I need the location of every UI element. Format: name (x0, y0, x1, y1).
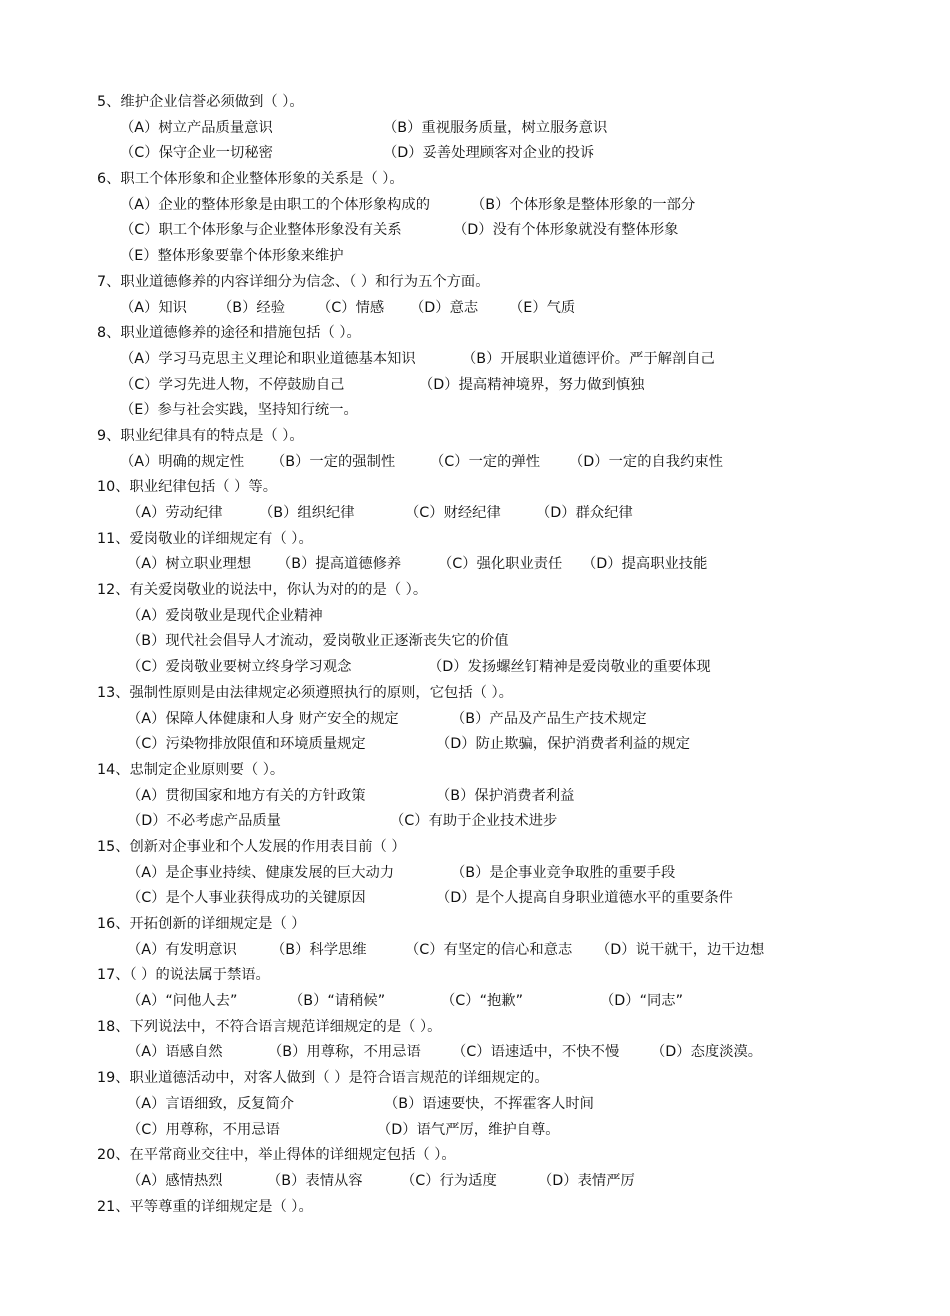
answer-option: （B）表情从容 (267, 1172, 363, 1189)
answer-option: （C）职工个体形象与企业整体形象没有关系 (120, 222, 402, 239)
option-row (0, 629, 950, 655)
answer-option: （D）发扬螺丝钉精神是爱岗敬业的重要体现 (428, 659, 711, 676)
question-stem-line (0, 1195, 950, 1221)
answer-option: （A）“问他人去” (127, 993, 238, 1010)
answer-option: （D）语气严厉，维护自尊。 (377, 1121, 560, 1138)
question-stem-line (0, 963, 950, 989)
answer-option: （A）言语细致，反复简介 (127, 1095, 295, 1112)
answer-option: （D）妥善处理顾客对企业的投诉 (383, 145, 595, 162)
question-stem: 17、（ ）的说法属于禁语。 (97, 967, 270, 984)
answer-option: （C）保守企业一切秘密 (120, 145, 273, 162)
option-row (0, 398, 950, 424)
answer-option: （B）保护消费者利益 (436, 787, 575, 804)
option-row (0, 116, 950, 142)
question-stem-line (0, 475, 950, 501)
question-stem-line (0, 167, 950, 193)
answer-option: （A）有发明意识 (127, 941, 237, 958)
option-row (0, 809, 950, 835)
option-row (0, 1040, 950, 1066)
answer-option: （B）开展职业道德评价。严于解剖自己 (462, 350, 715, 367)
answer-option: （A）树立职业理想 (127, 556, 252, 573)
answer-option: （D）提高职业技能 (582, 556, 708, 573)
question-stem-line (0, 835, 950, 861)
answer-option: （C）是个人事业获得成功的关键原因 (127, 890, 366, 907)
answer-option: （C）学习先进人物，不停鼓励自己 (120, 376, 345, 393)
answer-option: （B）现代社会倡导人才流动，爱岗敬业正逐渐丧失它的价值 (127, 633, 509, 650)
question-stem-line (0, 1015, 950, 1041)
question-stem: 14、忠制定企业原则要（ ）。 (97, 761, 285, 778)
option-row (0, 655, 950, 681)
answer-option: （C）有助于企业技术进步 (390, 813, 558, 830)
answer-option: （B）经验 (218, 299, 285, 316)
question-stem: 5、维护企业信誉必须做到（ ）。 (97, 94, 304, 110)
answer-option: （C）语速适中，不快不慢 (452, 1044, 620, 1061)
answer-option: （E）气质 (509, 299, 576, 316)
answer-option: （E）整体形象要靠个体形象来维护 (120, 248, 344, 265)
answer-option: （D）不必考虑产品质量 (127, 813, 281, 830)
question-stem: 18、下列说法中，不符合语言规范详细规定的是（ ）。 (97, 1018, 442, 1035)
answer-option: （D）提高精神境界，努力做到慎独 (419, 376, 645, 393)
option-row (0, 1118, 950, 1144)
option-row (0, 989, 950, 1015)
answer-option: （B）产品及产品生产技术规定 (451, 710, 647, 727)
question-stem: 20、在平常商业交往中，举止得体的详细规定包括（ ）。 (97, 1147, 456, 1164)
question-stem: 19、职业道德活动中，对客人做到（ ）是符合语言规范的详细规定的。 (97, 1070, 549, 1087)
question-stem: 7、职业道德修养的内容详细分为信念、（ ）和行为五个方面。 (97, 273, 490, 290)
answer-option: （C）行为适度 (401, 1172, 497, 1189)
question-stem: 16、开拓创新的详细规定是（ ） (97, 916, 306, 932)
answer-option: （A）爱岗敬业是现代企业精神 (127, 607, 323, 624)
answer-option: （D）是个人提高自身职业道德水平的重要条件 (436, 890, 733, 907)
question-stem-line (0, 1066, 950, 1092)
option-row (0, 193, 950, 219)
question-stem: 13、强制性原则是由法律规定必须遵照执行的原则，它包括（ ）。 (97, 684, 513, 701)
answer-option: （D）没有个体形象就没有整体形象 (453, 222, 679, 239)
option-row (0, 861, 950, 887)
answer-option: （B）一定的强制性 (271, 453, 396, 470)
answer-option: （C）用尊称，不用忌语 (127, 1121, 280, 1138)
answer-option: （E）参与社会实践，坚持知行统一。 (120, 402, 358, 419)
option-row (0, 296, 950, 322)
option-row (0, 141, 950, 167)
answer-option: （C）爱岗敬业要树立终身学习观念 (127, 659, 352, 676)
option-row (0, 501, 950, 527)
question-stem-line (0, 270, 950, 296)
answer-option: （B）提高道德修养 (277, 556, 402, 573)
option-row (0, 218, 950, 244)
question-stem: 12、有关爱岗敬业的说法中，你认为对的的是（ ）。 (97, 582, 428, 599)
answer-option: （D）说干就干，边干边想 (596, 941, 765, 958)
question-stem-line (0, 578, 950, 604)
option-row (0, 552, 950, 578)
option-row (0, 732, 950, 758)
answer-option: （D）一定的自我约束性 (569, 453, 723, 470)
question-stem: 15、创新对企事业和个人发展的作用表目前（ ） (97, 838, 406, 855)
answer-option: （A）感情热烈 (127, 1172, 223, 1189)
answer-option: （D）态度淡漠。 (651, 1044, 763, 1061)
answer-option: （C）财经纪律 (405, 505, 501, 521)
answer-option: （A）贯彻国家和地方有关的方针政策 (127, 787, 366, 804)
answer-option: （C）“抱歉” (441, 993, 523, 1010)
question-stem-line (0, 424, 950, 450)
option-row (0, 450, 950, 476)
answer-option: （C）有坚定的信心和意志 (405, 941, 573, 958)
option-row (0, 604, 950, 630)
question-stem-line (0, 681, 950, 707)
question-stem: 6、职工个体形象和企业整体形象的关系是（ ）。 (97, 171, 404, 188)
answer-option: （A）劳动纪律 (127, 505, 223, 521)
option-row (0, 886, 950, 912)
answer-option: （C）一定的弹性 (430, 453, 541, 470)
answer-option: （D）表情严厉 (538, 1172, 635, 1189)
option-row (0, 244, 950, 270)
answer-option: （A）是企事业持续、健康发展的巨大动力 (127, 864, 395, 881)
option-row (0, 347, 950, 373)
answer-option: （D）“同志” (600, 993, 684, 1010)
answer-option: （C）强化职业责任 (438, 556, 563, 573)
option-row (0, 938, 950, 964)
answer-option: （B）科学思维 (271, 941, 367, 958)
question-stem: 8、职业道德修养的途径和措施包括（ ）。 (97, 325, 361, 342)
answer-option: （D）意志 (410, 299, 479, 316)
answer-option: （B）个体形象是整体形象的一部分 (471, 196, 696, 213)
answer-option: （A）保障人体健康和人身 财产安全的规定 (127, 710, 399, 727)
answer-option: （D）群众纪律 (536, 505, 633, 521)
answer-option: （B）重视服务质量，树立服务意识 (383, 119, 608, 136)
question-stem: 11、爱岗敬业的详细规定有（ ）。 (97, 530, 313, 547)
option-row (0, 707, 950, 733)
answer-option: （A）语感自然 (127, 1044, 223, 1061)
answer-option: （D）防止欺骗，保护消费者利益的规定 (436, 736, 691, 753)
option-row (0, 1169, 950, 1195)
answer-option: （B）“请稍候” (289, 993, 386, 1010)
answer-option: （A）明确的规定性 (120, 453, 245, 470)
answer-option: （C）情感 (317, 299, 385, 316)
question-stem-line (0, 912, 950, 938)
answer-option: （A）知识 (120, 299, 187, 316)
answer-option: （B）是企事业竞争取胜的重要手段 (451, 864, 676, 881)
answer-option: （A）学习马克思主义理论和职业道德基本知识 (120, 350, 416, 367)
answer-option: （C）污染物排放限值和环境质量规定 (127, 736, 366, 753)
question-stem-line (0, 527, 950, 553)
question-stem-line (0, 90, 950, 116)
answer-option: （A）树立产品质量意识 (120, 119, 273, 136)
question-stem-line (0, 1143, 950, 1169)
question-stem: 21、平等尊重的详细规定是（ ）。 (97, 1198, 313, 1215)
option-row (0, 1092, 950, 1118)
question-stem-line (0, 758, 950, 784)
answer-option: （A）企业的整体形象是由职工的个体形象构成的 (120, 196, 431, 213)
answer-option: （B）组织纪律 (259, 505, 355, 521)
question-stem-line (0, 321, 950, 347)
option-row (0, 373, 950, 399)
exam-page (0, 90, 950, 1220)
answer-option: （B）用尊称，不用忌语 (268, 1044, 421, 1061)
question-stem: 9、职业纪律具有的特点是（ ）。 (97, 427, 304, 444)
option-row (0, 784, 950, 810)
question-stem: 10、职业纪律包括（ ）等。 (97, 479, 278, 496)
answer-option: （B）语速要快，不挥霍客人时间 (384, 1095, 594, 1112)
